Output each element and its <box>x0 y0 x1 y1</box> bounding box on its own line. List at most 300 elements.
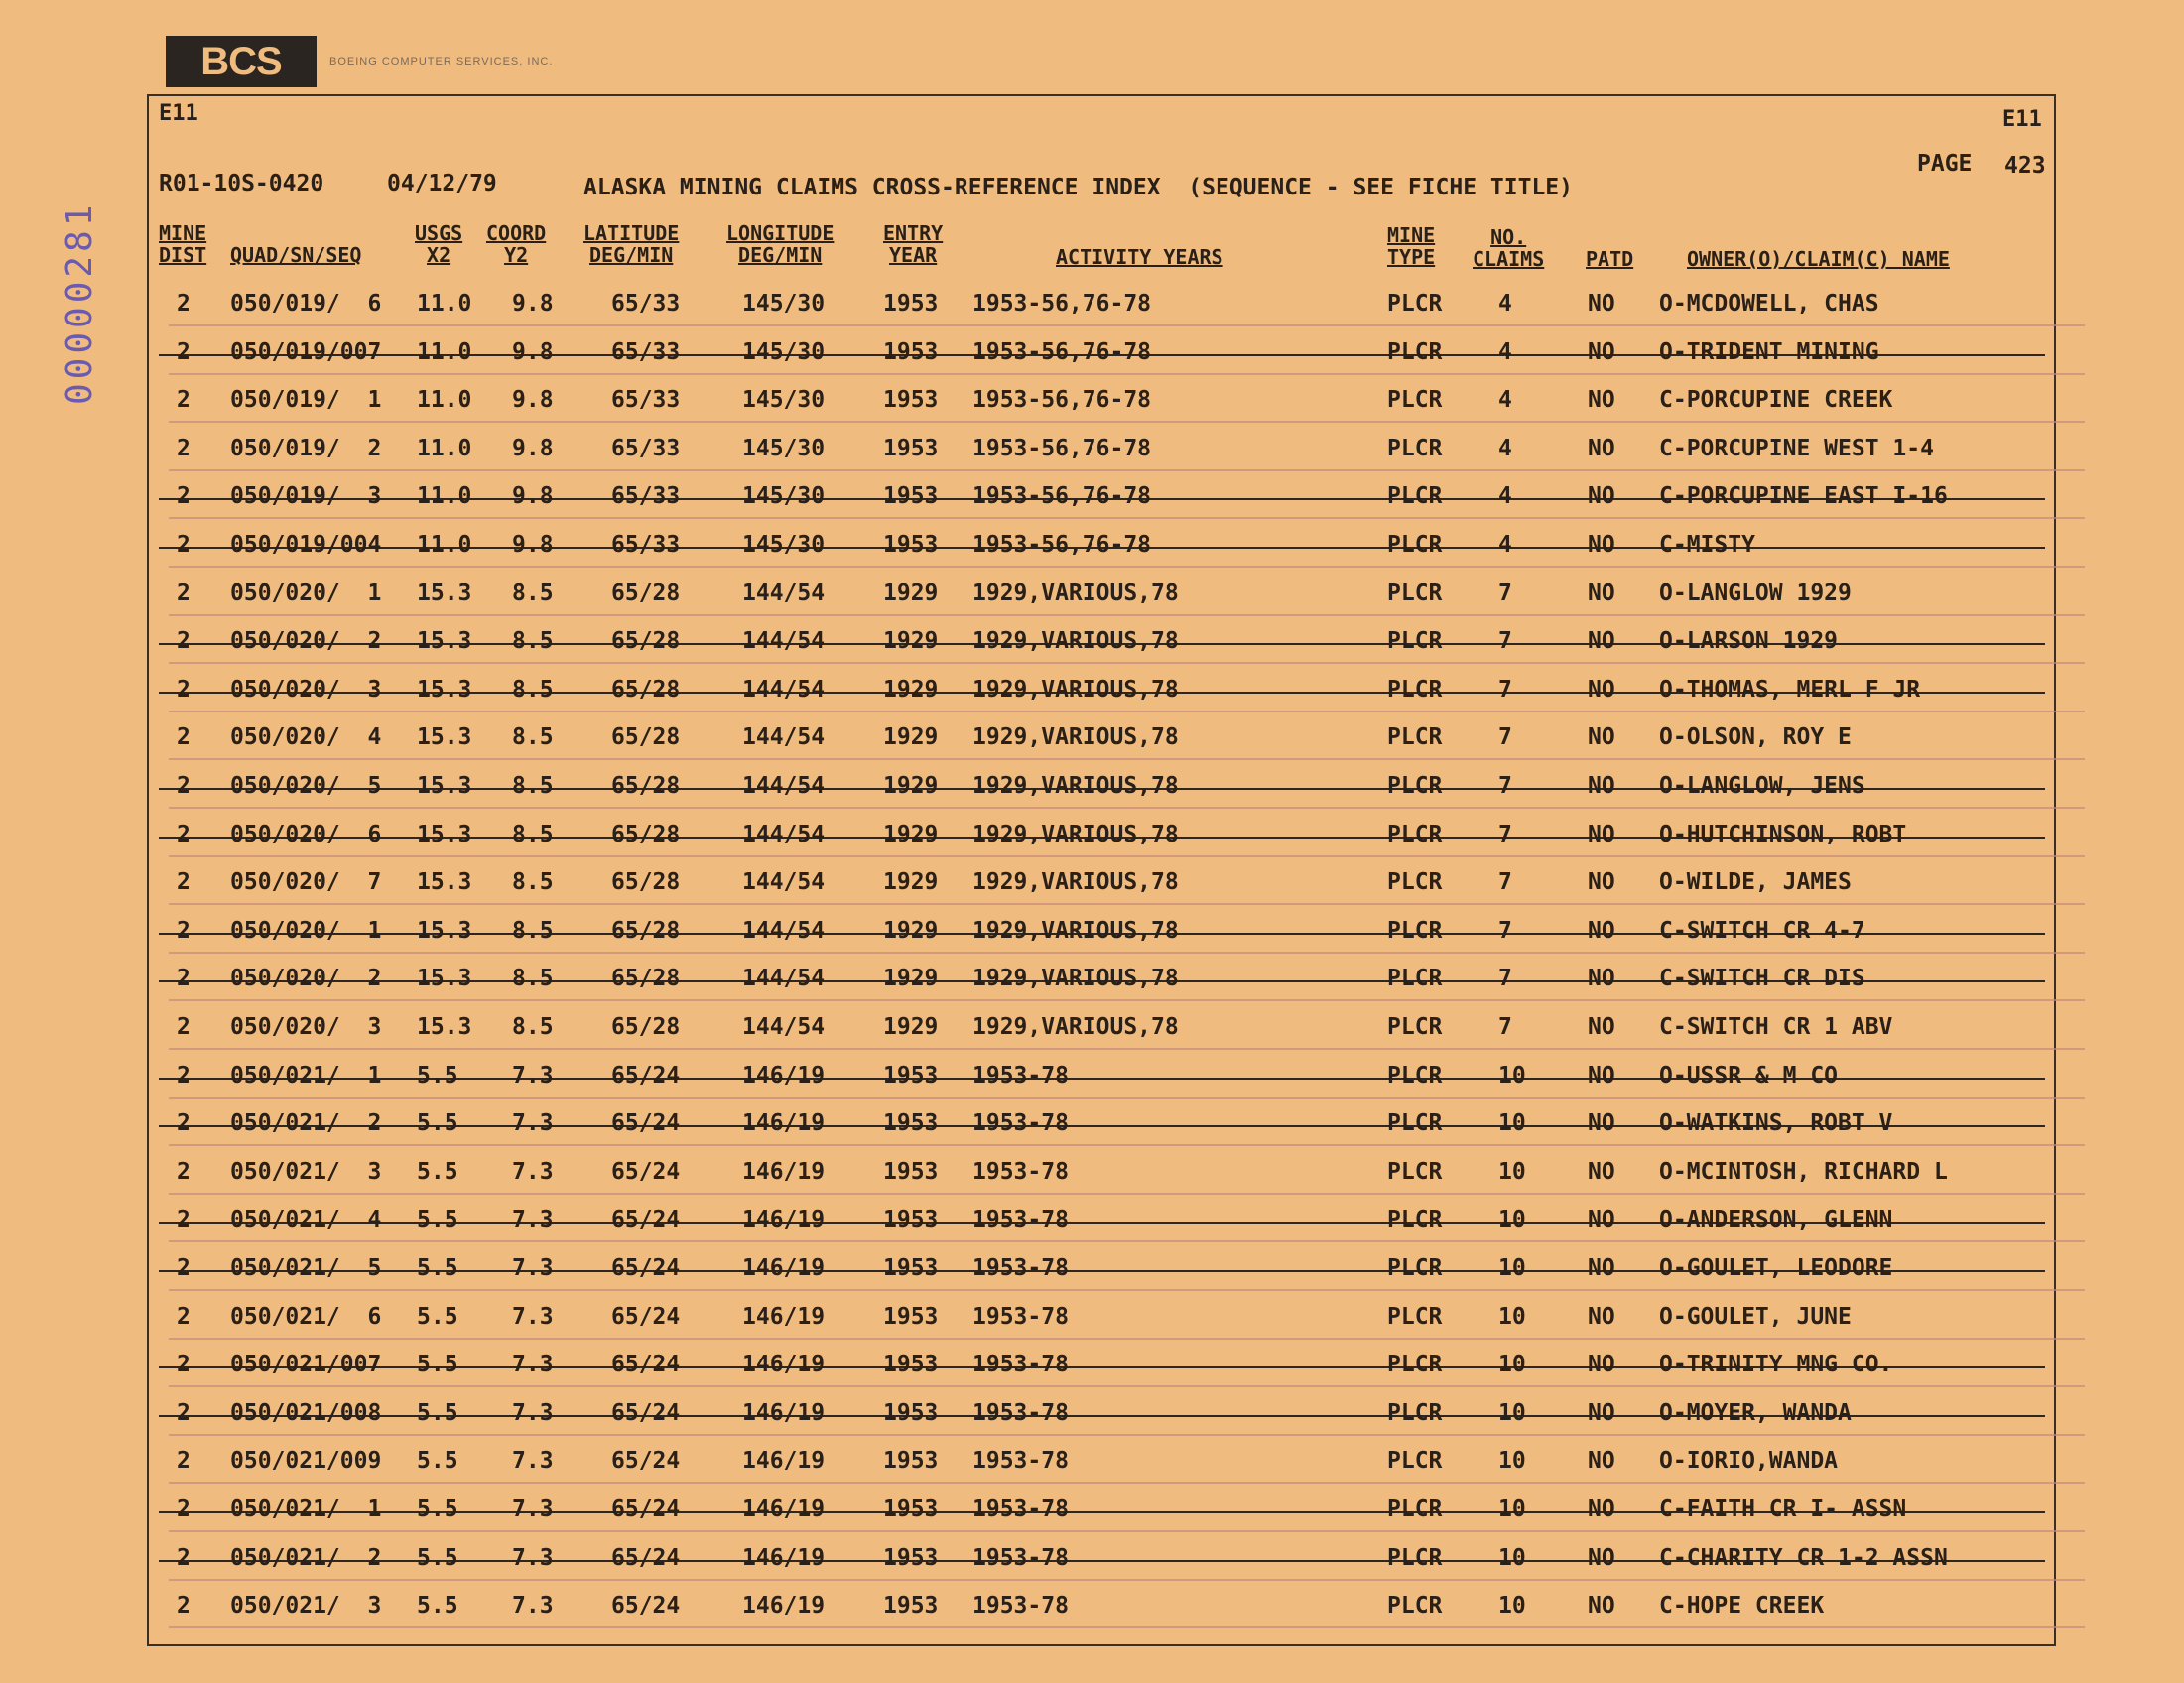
table-row <box>0 1055 2184 1102</box>
activity-years-cell: 1953-78 <box>972 1303 1069 1330</box>
latitude-cell: 65/33 <box>611 532 681 558</box>
coord-y2-cell: 7.3 <box>512 1399 554 1426</box>
patd-cell: NO <box>1588 532 1615 558</box>
mine-type-cell: PLCR <box>1387 1110 1443 1137</box>
usgs-x2-cell: 5.5 <box>417 1399 458 1426</box>
claims-count-cell: 10 <box>1498 1352 1526 1378</box>
col-owner-claim-name: OWNER(O)/CLAIM(C) NAME <box>1687 247 1950 271</box>
entry-year-cell: 1929 <box>883 1014 939 1040</box>
activity-years-cell: 1929,VARIOUS,78 <box>972 917 1179 944</box>
quad-cell: 050/020/ 3 <box>230 1014 382 1040</box>
table-row <box>0 910 2184 958</box>
coord-y2-cell: 8.5 <box>512 966 554 992</box>
latitude-cell: 65/28 <box>611 724 681 751</box>
entry-year-cell: 1953 <box>883 435 939 461</box>
longitude-cell: 144/54 <box>742 869 826 896</box>
longitude-cell: 144/54 <box>742 966 826 992</box>
activity-years-cell: 1953-78 <box>972 1255 1069 1281</box>
mine-dist-cell: 2 <box>177 1448 191 1475</box>
owner-claim-cell: O-ANDERSON, GLENN <box>1659 1207 1893 1233</box>
latitude-cell: 65/24 <box>611 1544 681 1571</box>
latitude-cell: 65/28 <box>611 676 681 703</box>
latitude-cell: 65/33 <box>611 338 681 365</box>
quad-cell: 050/019/ 6 <box>230 291 382 317</box>
table-row <box>0 1344 2184 1391</box>
latitude-cell: 65/33 <box>611 435 681 461</box>
longitude-cell: 146/19 <box>742 1496 826 1522</box>
col-latitude: LATITUDE DEG/MIN <box>583 221 680 267</box>
claims-count-cell: 7 <box>1498 580 1512 606</box>
coord-y2-cell: 9.8 <box>512 483 554 510</box>
coord-y2-cell: 8.5 <box>512 724 554 751</box>
quad-cell: 050/021/ 5 <box>230 1255 382 1281</box>
entry-year-cell: 1953 <box>883 1448 939 1475</box>
activity-years-cell: 1929,VARIOUS,78 <box>972 580 1179 606</box>
owner-claim-cell: O-THOMAS, MERL F JR <box>1659 676 1921 703</box>
usgs-x2-cell: 5.5 <box>417 1158 458 1185</box>
mine-dist-cell: 2 <box>177 1207 191 1233</box>
table-row <box>0 716 2184 764</box>
patd-cell: NO <box>1588 869 1615 896</box>
mine-type-cell: PLCR <box>1387 1544 1443 1571</box>
coord-y2-cell: 8.5 <box>512 676 554 703</box>
coord-y2-cell: 9.8 <box>512 435 554 461</box>
activity-years-cell: 1953-78 <box>972 1110 1069 1137</box>
entry-year-cell: 1953 <box>883 387 939 414</box>
mine-type-cell: PLCR <box>1387 1062 1443 1089</box>
entry-year-cell: 1929 <box>883 628 939 655</box>
mine-type-cell: PLCR <box>1387 1352 1443 1378</box>
claims-count-cell: 10 <box>1498 1207 1526 1233</box>
patd-cell: NO <box>1588 628 1615 655</box>
mine-type-cell: PLCR <box>1387 338 1443 365</box>
latitude-cell: 65/24 <box>611 1158 681 1185</box>
patd-cell: NO <box>1588 1014 1615 1040</box>
col-longitude: LONGITUDE DEG/MIN <box>726 221 835 267</box>
mine-type-cell: PLCR <box>1387 435 1443 461</box>
coord-y2-cell: 7.3 <box>512 1303 554 1330</box>
patd-cell: NO <box>1588 1158 1615 1185</box>
report-id: R01-10S-0420 <box>159 171 324 196</box>
table-row <box>0 1151 2184 1199</box>
table-row <box>0 475 2184 523</box>
owner-claim-cell: C-SWITCH CR 4-7 <box>1659 917 1865 944</box>
patd-cell: NO <box>1588 917 1615 944</box>
table-row <box>0 1585 2184 1632</box>
col-claims: NO. CLAIMS <box>1473 225 1545 271</box>
activity-years-cell: 1953-78 <box>972 1062 1069 1089</box>
mine-type-cell: PLCR <box>1387 1496 1443 1522</box>
table-row <box>0 379 2184 427</box>
table-row <box>0 331 2184 379</box>
owner-claim-cell: O-IORIO,WANDA <box>1659 1448 1839 1475</box>
mine-type-cell: PLCR <box>1387 1303 1443 1330</box>
owner-claim-cell: O-WILDE, JAMES <box>1659 869 1852 896</box>
page-label: PAGE <box>1917 151 1973 177</box>
col-quad: QUAD/SN/SEQ <box>230 243 362 267</box>
longitude-cell: 144/54 <box>742 1014 826 1040</box>
quad-cell: 050/020/ 4 <box>230 724 382 751</box>
report-title: ALASKA MINING CLAIMS CROSS-REFERENCE INDEX (SEQUENCE - SEE FICHE TITLE) <box>583 175 1573 200</box>
usgs-x2-cell: 15.3 <box>417 676 472 703</box>
quad-cell: 050/021/ 3 <box>230 1158 382 1185</box>
longitude-cell: 144/54 <box>742 917 826 944</box>
mine-type-cell: PLCR <box>1387 773 1443 799</box>
mine-dist-cell: 2 <box>177 773 191 799</box>
quad-cell: 050/021/ 1 <box>230 1062 382 1089</box>
usgs-x2-cell: 11.0 <box>417 483 472 510</box>
mine-type-cell: PLCR <box>1387 532 1443 558</box>
longitude-cell: 146/19 <box>742 1207 826 1233</box>
claims-count-cell: 10 <box>1498 1496 1526 1522</box>
frame-code-left: E11 <box>159 101 198 126</box>
patd-cell: NO <box>1588 1110 1615 1137</box>
claims-count-cell: 7 <box>1498 869 1512 896</box>
activity-years-cell: 1953-78 <box>972 1593 1069 1619</box>
entry-year-cell: 1953 <box>883 291 939 317</box>
claims-count-cell: 4 <box>1498 291 1512 317</box>
col-mine-dist: MINE DIST <box>159 221 207 267</box>
table-row <box>0 620 2184 668</box>
quad-cell: 050/019/ 3 <box>230 483 382 510</box>
quad-cell: 050/019/007 <box>230 338 382 365</box>
longitude-cell: 144/54 <box>742 821 826 847</box>
activity-years-cell: 1953-56,76-78 <box>972 291 1152 317</box>
patd-cell: NO <box>1588 1544 1615 1571</box>
col-activity-years: ACTIVITY YEARS <box>1056 245 1223 269</box>
entry-year-cell: 1953 <box>883 1496 939 1522</box>
claims-count-cell: 4 <box>1498 483 1512 510</box>
activity-years-cell: 1929,VARIOUS,78 <box>972 966 1179 992</box>
owner-claim-cell: O-LANGLOW, JENS <box>1659 773 1865 799</box>
owner-claim-cell: C-SWITCH CR 1 ABV <box>1659 1014 1893 1040</box>
patd-cell: NO <box>1588 966 1615 992</box>
activity-years-cell: 1929,VARIOUS,78 <box>972 773 1179 799</box>
activity-years-cell: 1953-56,76-78 <box>972 435 1152 461</box>
latitude-cell: 65/24 <box>611 1062 681 1089</box>
table-row <box>0 814 2184 861</box>
latitude-cell: 65/24 <box>611 1303 681 1330</box>
patd-cell: NO <box>1588 483 1615 510</box>
activity-years-cell: 1953-78 <box>972 1544 1069 1571</box>
claims-count-cell: 10 <box>1498 1448 1526 1475</box>
entry-year-cell: 1929 <box>883 676 939 703</box>
coord-y2-cell: 7.3 <box>512 1062 554 1089</box>
owner-claim-cell: C-FAITH CR I- ASSN <box>1659 1496 1907 1522</box>
mine-dist-cell: 2 <box>177 580 191 606</box>
usgs-x2-cell: 11.0 <box>417 435 472 461</box>
patd-cell: NO <box>1588 1496 1615 1522</box>
longitude-cell: 146/19 <box>742 1593 826 1619</box>
activity-years-cell: 1953-78 <box>972 1448 1069 1475</box>
patd-cell: NO <box>1588 1448 1615 1475</box>
entry-year-cell: 1953 <box>883 1110 939 1137</box>
owner-claim-cell: O-HUTCHINSON, ROBT <box>1659 821 1907 847</box>
latitude-cell: 65/24 <box>611 1352 681 1378</box>
owner-claim-cell: O-TRIDENT MINING <box>1659 338 1879 365</box>
table-row <box>0 1489 2184 1536</box>
entry-year-cell: 1929 <box>883 917 939 944</box>
table-row <box>0 861 2184 909</box>
quad-cell: 050/021/ 2 <box>230 1110 382 1137</box>
patd-cell: NO <box>1588 676 1615 703</box>
col-coord-y2: COORD Y2 <box>486 221 547 267</box>
table-row <box>0 283 2184 330</box>
mine-dist-cell: 2 <box>177 628 191 655</box>
longitude-cell: 146/19 <box>742 1544 826 1571</box>
entry-year-cell: 1929 <box>883 724 939 751</box>
longitude-cell: 145/30 <box>742 435 826 461</box>
activity-years-cell: 1953-78 <box>972 1496 1069 1522</box>
activity-years-cell: 1929,VARIOUS,78 <box>972 724 1179 751</box>
claims-count-cell: 7 <box>1498 676 1512 703</box>
mine-dist-cell: 2 <box>177 676 191 703</box>
owner-claim-cell: O-GOULET, JUNE <box>1659 1303 1852 1330</box>
mine-dist-cell: 2 <box>177 1303 191 1330</box>
activity-years-cell: 1953-56,76-78 <box>972 532 1152 558</box>
patd-cell: NO <box>1588 724 1615 751</box>
claims-count-cell: 10 <box>1498 1255 1526 1281</box>
mine-dist-cell: 2 <box>177 1014 191 1040</box>
usgs-x2-cell: 5.5 <box>417 1255 458 1281</box>
activity-years-cell: 1953-78 <box>972 1207 1069 1233</box>
claims-count-cell: 7 <box>1498 724 1512 751</box>
table-row <box>0 1247 2184 1295</box>
mine-dist-cell: 2 <box>177 1593 191 1619</box>
claims-count-cell: 7 <box>1498 1014 1512 1040</box>
claims-count-cell: 7 <box>1498 917 1512 944</box>
usgs-x2-cell: 5.5 <box>417 1062 458 1089</box>
latitude-cell: 65/28 <box>611 966 681 992</box>
latitude-cell: 65/24 <box>611 1448 681 1475</box>
longitude-cell: 145/30 <box>742 291 826 317</box>
claims-count-cell: 10 <box>1498 1399 1526 1426</box>
mine-type-cell: PLCR <box>1387 1014 1443 1040</box>
table-row <box>0 1296 2184 1344</box>
claims-count-cell: 7 <box>1498 821 1512 847</box>
latitude-cell: 65/24 <box>611 1255 681 1281</box>
latitude-cell: 65/24 <box>611 1110 681 1137</box>
activity-years-cell: 1953-78 <box>972 1352 1069 1378</box>
usgs-x2-cell: 5.5 <box>417 1352 458 1378</box>
patd-cell: NO <box>1588 1255 1615 1281</box>
mine-type-cell: PLCR <box>1387 1593 1443 1619</box>
usgs-x2-cell: 5.5 <box>417 1448 458 1475</box>
activity-years-cell: 1953-56,76-78 <box>972 483 1152 510</box>
owner-claim-cell: O-LANGLOW 1929 <box>1659 580 1852 606</box>
table-row <box>0 1392 2184 1440</box>
owner-claim-cell: C-HOPE CREEK <box>1659 1593 1825 1619</box>
patd-cell: NO <box>1588 580 1615 606</box>
coord-y2-cell: 9.8 <box>512 387 554 414</box>
bcs-logo: BCS <box>166 36 317 87</box>
longitude-cell: 144/54 <box>742 628 826 655</box>
table-row <box>0 1102 2184 1150</box>
coord-y2-cell: 8.5 <box>512 580 554 606</box>
quad-cell: 050/020/ 6 <box>230 821 382 847</box>
col-mine-type: MINE TYPE <box>1387 223 1436 269</box>
mine-type-cell: PLCR <box>1387 628 1443 655</box>
owner-claim-cell: O-GOULET, LEODORE <box>1659 1255 1893 1281</box>
mine-type-cell: PLCR <box>1387 1207 1443 1233</box>
longitude-cell: 146/19 <box>742 1255 826 1281</box>
owner-claim-cell: O-WATKINS, ROBT V <box>1659 1110 1893 1137</box>
quad-cell: 050/020/ 5 <box>230 773 382 799</box>
entry-year-cell: 1953 <box>883 1158 939 1185</box>
quad-cell: 050/020/ 2 <box>230 966 382 992</box>
usgs-x2-cell: 11.0 <box>417 387 472 414</box>
claims-count-cell: 10 <box>1498 1593 1526 1619</box>
mine-dist-cell: 2 <box>177 1352 191 1378</box>
frame-code-right: E11 <box>2002 107 2042 132</box>
mine-type-cell: PLCR <box>1387 1158 1443 1185</box>
mine-dist-cell: 2 <box>177 483 191 510</box>
longitude-cell: 145/30 <box>742 532 826 558</box>
quad-cell: 050/020/ 2 <box>230 628 382 655</box>
longitude-cell: 144/54 <box>742 773 826 799</box>
entry-year-cell: 1929 <box>883 773 939 799</box>
longitude-cell: 146/19 <box>742 1158 826 1185</box>
coord-y2-cell: 7.3 <box>512 1158 554 1185</box>
coord-y2-cell: 8.5 <box>512 773 554 799</box>
usgs-x2-cell: 15.3 <box>417 773 472 799</box>
longitude-cell: 146/19 <box>742 1448 826 1475</box>
coord-y2-cell: 7.3 <box>512 1593 554 1619</box>
latitude-cell: 65/24 <box>611 1207 681 1233</box>
entry-year-cell: 1929 <box>883 966 939 992</box>
latitude-cell: 65/28 <box>611 821 681 847</box>
table-row <box>0 669 2184 716</box>
quad-cell: 050/019/ 1 <box>230 387 382 414</box>
mine-type-cell: PLCR <box>1387 917 1443 944</box>
latitude-cell: 65/33 <box>611 291 681 317</box>
coord-y2-cell: 9.8 <box>512 338 554 365</box>
mine-dist-cell: 2 <box>177 1496 191 1522</box>
entry-year-cell: 1953 <box>883 1399 939 1426</box>
claims-count-cell: 4 <box>1498 532 1512 558</box>
usgs-x2-cell: 15.3 <box>417 628 472 655</box>
entry-year-cell: 1929 <box>883 869 939 896</box>
activity-years-cell: 1953-78 <box>972 1158 1069 1185</box>
entry-year-cell: 1953 <box>883 1207 939 1233</box>
coord-y2-cell: 7.3 <box>512 1255 554 1281</box>
activity-years-cell: 1953-78 <box>972 1399 1069 1426</box>
usgs-x2-cell: 5.5 <box>417 1303 458 1330</box>
coord-y2-cell: 7.3 <box>512 1544 554 1571</box>
latitude-cell: 65/28 <box>611 1014 681 1040</box>
longitude-cell: 145/30 <box>742 338 826 365</box>
table-row <box>0 524 2184 572</box>
owner-claim-cell: C-PORCUPINE EAST I-16 <box>1659 483 1948 510</box>
longitude-cell: 146/19 <box>742 1352 826 1378</box>
owner-claim-cell: O-LARSON 1929 <box>1659 628 1839 655</box>
patd-cell: NO <box>1588 821 1615 847</box>
mine-type-cell: PLCR <box>1387 821 1443 847</box>
logo-subtitle: BOEING COMPUTER SERVICES, INC. <box>329 56 554 67</box>
coord-y2-cell: 9.8 <box>512 532 554 558</box>
table-row <box>0 573 2184 620</box>
quad-cell: 050/019/ 2 <box>230 435 382 461</box>
owner-claim-cell: O-MCINTOSH, RICHARD L <box>1659 1158 1948 1185</box>
table-row <box>0 765 2184 813</box>
mine-type-cell: PLCR <box>1387 966 1443 992</box>
quad-cell: 050/020/ 7 <box>230 869 382 896</box>
patd-cell: NO <box>1588 773 1615 799</box>
mine-dist-cell: 2 <box>177 1062 191 1089</box>
coord-y2-cell: 7.3 <box>512 1110 554 1137</box>
usgs-x2-cell: 11.0 <box>417 532 472 558</box>
claims-count-cell: 4 <box>1498 387 1512 414</box>
activity-years-cell: 1929,VARIOUS,78 <box>972 1014 1179 1040</box>
longitude-cell: 146/19 <box>742 1399 826 1426</box>
coord-y2-cell: 7.3 <box>512 1496 554 1522</box>
entry-year-cell: 1953 <box>883 1303 939 1330</box>
longitude-cell: 146/19 <box>742 1062 826 1089</box>
quad-cell: 050/020/ 1 <box>230 580 382 606</box>
patd-cell: NO <box>1588 1399 1615 1426</box>
usgs-x2-cell: 5.5 <box>417 1544 458 1571</box>
table-row <box>0 1199 2184 1246</box>
claims-count-cell: 10 <box>1498 1062 1526 1089</box>
owner-claim-cell: C-PORCUPINE CREEK <box>1659 387 1893 414</box>
coord-y2-cell: 8.5 <box>512 869 554 896</box>
mine-type-cell: PLCR <box>1387 483 1443 510</box>
activity-years-cell: 1929,VARIOUS,78 <box>972 676 1179 703</box>
latitude-cell: 65/28 <box>611 869 681 896</box>
latitude-cell: 65/33 <box>611 483 681 510</box>
latitude-cell: 65/33 <box>611 387 681 414</box>
longitude-cell: 144/54 <box>742 724 826 751</box>
owner-claim-cell: C-CHARITY CR 1-2 ASSN <box>1659 1544 1948 1571</box>
patd-cell: NO <box>1588 1207 1615 1233</box>
entry-year-cell: 1953 <box>883 338 939 365</box>
mine-dist-cell: 2 <box>177 966 191 992</box>
latitude-cell: 65/24 <box>611 1496 681 1522</box>
table-row <box>0 958 2184 1005</box>
col-patd: PATD <box>1586 247 1634 271</box>
col-usgs-x2: USGS X2 <box>415 221 463 267</box>
owner-claim-cell: C-MISTY <box>1659 532 1755 558</box>
latitude-cell: 65/24 <box>611 1399 681 1426</box>
latitude-cell: 65/28 <box>611 917 681 944</box>
coord-y2-cell: 8.5 <box>512 917 554 944</box>
table-row <box>0 1440 2184 1488</box>
claims-count-cell: 7 <box>1498 966 1512 992</box>
page-number: 423 <box>2004 153 2046 179</box>
claims-count-cell: 10 <box>1498 1303 1526 1330</box>
col-entry-year: ENTRY YEAR <box>883 221 944 267</box>
owner-claim-cell: C-SWITCH CR DIS <box>1659 966 1865 992</box>
usgs-x2-cell: 15.3 <box>417 724 472 751</box>
quad-cell: 050/021/ 1 <box>230 1496 382 1522</box>
claims-count-cell: 7 <box>1498 773 1512 799</box>
claims-count-cell: 10 <box>1498 1158 1526 1185</box>
quad-cell: 050/021/009 <box>230 1448 382 1475</box>
mine-type-cell: PLCR <box>1387 724 1443 751</box>
patd-cell: NO <box>1588 435 1615 461</box>
quad-cell: 050/021/007 <box>230 1352 382 1378</box>
mine-type-cell: PLCR <box>1387 291 1443 317</box>
coord-y2-cell: 8.5 <box>512 821 554 847</box>
mine-type-cell: PLCR <box>1387 1448 1443 1475</box>
entry-year-cell: 1929 <box>883 580 939 606</box>
owner-claim-cell: O-OLSON, ROY E <box>1659 724 1852 751</box>
mine-type-cell: PLCR <box>1387 580 1443 606</box>
coord-y2-cell: 7.3 <box>512 1207 554 1233</box>
coord-y2-cell: 9.8 <box>512 291 554 317</box>
claims-count-cell: 10 <box>1498 1110 1526 1137</box>
longitude-cell: 144/54 <box>742 676 826 703</box>
